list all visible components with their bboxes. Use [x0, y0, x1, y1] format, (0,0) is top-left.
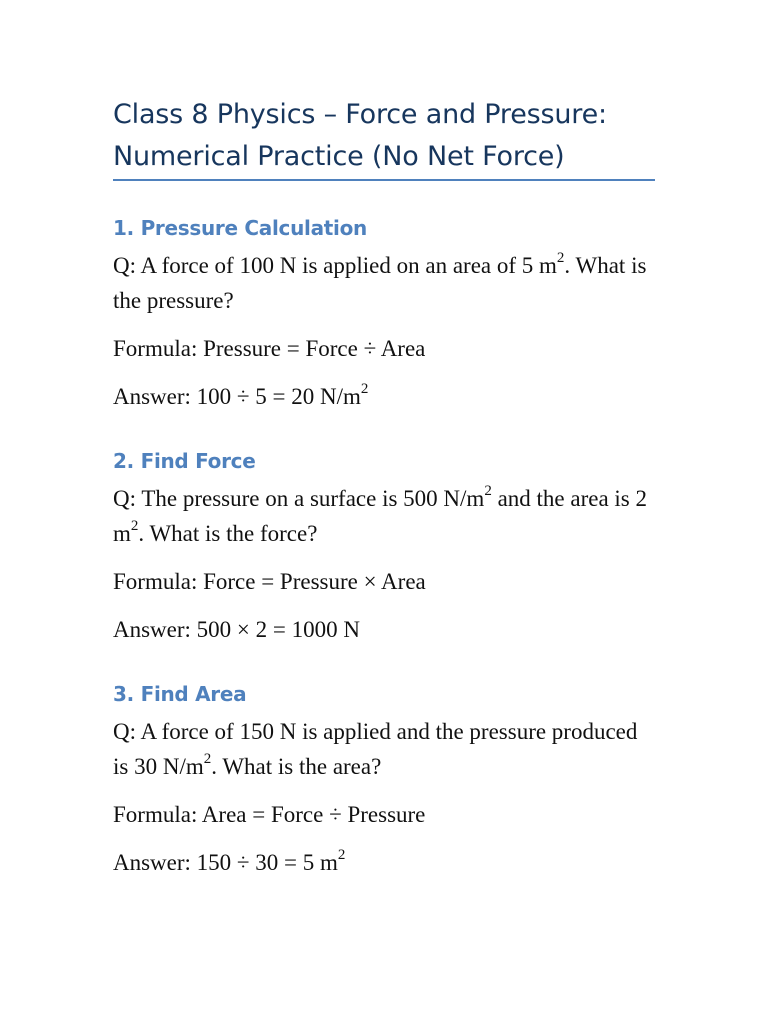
question-text-part: Q: A force of 150 N is applied and the pressure produced is 30 N/m [113, 719, 638, 779]
formula-text: Formula: Force = Pressure × Area [113, 569, 426, 594]
answer-text-part: Answer: 150 ÷ 30 = 5 m [113, 850, 338, 875]
question-text-part: Q: The pressure on a surface is 500 N/m [113, 486, 485, 511]
section-find-area [113, 680, 673, 880]
answer-text [113, 379, 673, 414]
superscript: 2 [130, 518, 139, 535]
superscript: 2 [484, 483, 492, 500]
answer-text: Answer: 500 × 2 = 1000 N [113, 617, 360, 642]
question-text-part: . What is the area? [211, 754, 382, 779]
question-text-part: and the area is 2 m [113, 486, 648, 546]
question-text-part: Q: A force of 100 N is applied on an area of 5 m [113, 253, 557, 278]
answer-text [113, 845, 673, 880]
superscript: 2 [203, 751, 212, 768]
section-heading: 1. Pressure Calculation [113, 216, 367, 240]
question-text [113, 248, 653, 318]
section-pressure-calculation [113, 214, 673, 414]
question-text-part: . What is the pressure? [113, 253, 647, 313]
document-title: Class 8 Physics – Force and Pressure: Numerical Practice (No Net Force) [113, 99, 607, 172]
superscript: 2 [360, 381, 369, 398]
title-underline [113, 179, 655, 181]
formula-text: Formula: Area = Force ÷ Pressure [113, 802, 426, 827]
section-heading: 3. Find Area [113, 682, 247, 706]
section-find-force [113, 447, 673, 647]
question-text-part: . What is the force? [138, 521, 318, 546]
superscript: 2 [337, 847, 346, 864]
question-text [113, 714, 653, 784]
section-heading: 2. Find Force [113, 449, 256, 473]
formula-text: Formula: Pressure = Force ÷ Area [113, 336, 426, 361]
superscript: 2 [556, 250, 565, 267]
question-text [113, 481, 653, 551]
answer-text-part: Answer: 100 ÷ 5 = 20 N/m [113, 384, 361, 409]
